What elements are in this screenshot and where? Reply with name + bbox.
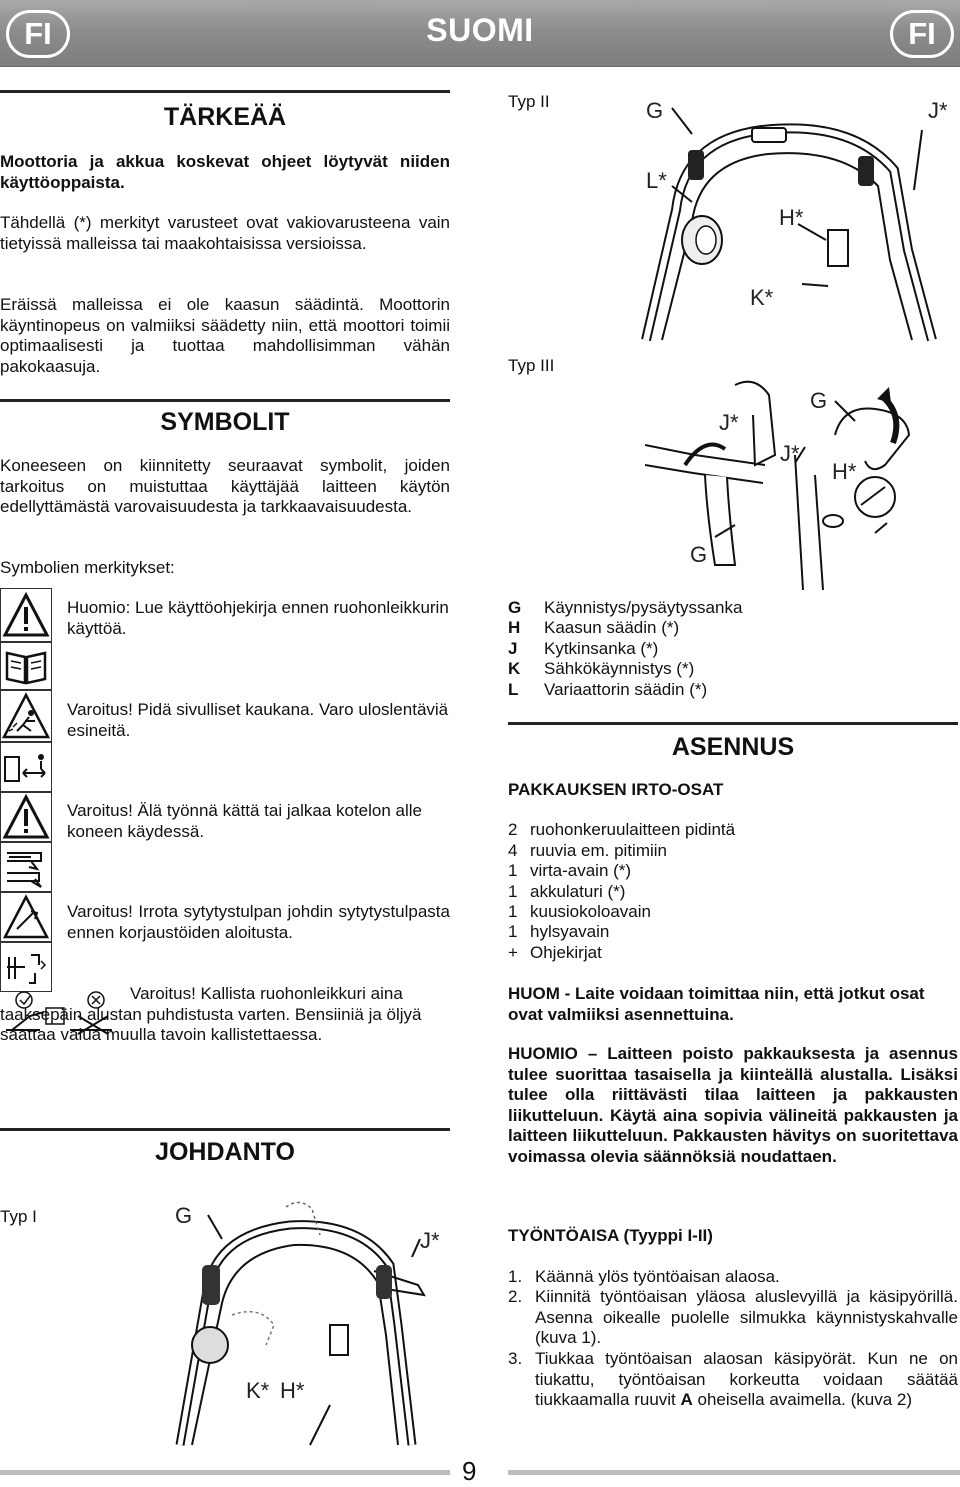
tool-warning-icon xyxy=(0,892,52,942)
footer-bar-left xyxy=(0,1470,450,1475)
thrown-objects-warning-icon xyxy=(0,690,52,742)
symbolit-paragraph: Koneeseen on kiinnitetty seuraavat symbolit, joiden tarkoitus on muistuttaa käyttäjää laitteen käytön edellyttämästä varovaisuudesta ja tarkkaavaisuudesta. xyxy=(0,456,450,516)
header-title: SUOMI xyxy=(426,12,534,48)
figure-label-typ1: Typ I xyxy=(0,1207,37,1226)
section-title-tarkeaa: TÄRKEÄÄ xyxy=(163,103,287,131)
page-header xyxy=(0,0,960,67)
figure-label-j: J* xyxy=(928,98,948,123)
figure-label-h: H* xyxy=(832,459,857,484)
parts-list-item: + Ohjekirjat xyxy=(508,943,602,962)
language-badge-right: FI xyxy=(890,10,954,58)
symbol-meaning-1: Huomio: Lue käyttöohjekirja ennen ruohonleikkurin käyttöä. xyxy=(67,598,449,638)
figure-label-j: J* xyxy=(420,1228,440,1253)
legend-item: L Variaattorin säädin (*) xyxy=(508,680,708,699)
figure-typ1-handle xyxy=(150,1195,450,1450)
section-title-symbolit: SYMBOLIT xyxy=(160,408,290,436)
tyontoaisa-title: TYÖNTÖAISA (Tyyppi I-II) xyxy=(508,1226,713,1245)
legend-item: H Kaasun säädin (*) xyxy=(508,618,680,637)
figure-label-typ2: Typ II xyxy=(508,92,550,111)
tarkeaa-paragraph-1: Tähdellä (*) merkityt varusteet ovat vakiovarusteena vain tietyissä malleissa tai maakohtaisissa versioissa. xyxy=(0,213,450,253)
figure-label-k: K* xyxy=(750,285,774,310)
legend-item: J Kytkinsanka (*) xyxy=(508,639,659,658)
pakkauksen-title: PAKKAUKSEN IRTO-OSAT xyxy=(508,780,724,799)
huomio-note: HUOMIO – Laitteen poisto pakkauksesta ja asennus tulee suorittaa tasaisella ja kiinteällä alustalla. Lisäksi tulee olla riittävästi tilaa laitteen ja pakkausten liikutteluun. Käytä aina sopivia välineitä pakkausten ja laitteen liikutteluun. Pakkausten hävitys on suoritettava voimassa olevia säännöksiä noudattaen. xyxy=(508,1044,958,1166)
parts-list-item: 1 virta-avain (*) xyxy=(508,861,632,880)
language-badge-left: FI xyxy=(6,10,70,58)
page-number: 9 xyxy=(462,1456,477,1486)
symbol-meaning-2: Varoitus! Pidä sivulliset kaukana. Varo uloslentäviä esineitä. xyxy=(67,700,449,740)
figure-label-j: J* xyxy=(780,441,800,466)
figure-label-g: G xyxy=(810,388,828,413)
tarkeaa-paragraph-2: Eräissä malleissa ei ole kaasun säädintä. Moottorin käyntinopeus on valmiiksi säädetty niin, että moottori toimii optimaalisesti ja tuottaa mahdollisimman vähän pakokaasuja. xyxy=(0,295,450,376)
parts-list-item: 4 ruuvia em. pitimiin xyxy=(508,841,667,860)
legend-item: K Sähkökäynnistys (*) xyxy=(508,659,695,678)
figure-label-l: L* xyxy=(646,168,667,193)
parts-list-item: 1 akkulaturi (*) xyxy=(508,882,626,901)
symbol-meaning-5: Varoitus! Kallista ruohonleikkuri aina taaksepäin alustan puhdistusta varten. Bensiiniä ja öljyä saattaa valua muulla tavoin kallistettaessa. xyxy=(0,984,422,1044)
instruction-step: 1. Käännä ylös työntöaisan alaosa. xyxy=(508,1267,780,1286)
symbol-meaning-3: Varoitus! Älä työnnä kättä tai jalkaa kotelon alle koneen käydessä. xyxy=(67,801,423,841)
hand-foot-blade-icon xyxy=(0,842,52,892)
huom-note: HUOM - Laite voidaan toimittaa niin, että jotkut osat ovat valmiiksi asennettuina. xyxy=(508,984,925,1024)
keep-distance-icon xyxy=(0,742,52,792)
tarkeaa-bold-note: Moottoria ja akkua koskevat ohjeet löytyvät niiden käyttöoppaista. xyxy=(0,152,450,192)
instruction-step: 3. Tiukkaa työntöaisan alaosan käsipyörät. Kun ne on tiukattu, työntöaisan korkeutta voidaan säätää tiukkaamalla ruuvit A oheisella avaimella. (kuva 2) xyxy=(508,1349,958,1409)
parts-list-item: 2 ruohonkeruulaitteen pidintä xyxy=(508,820,736,839)
figure-label-h: H* xyxy=(280,1378,305,1403)
section-title-asennus: ASENNUS xyxy=(671,733,795,761)
section-title-johdanto: JOHDANTO xyxy=(155,1138,295,1166)
symbol-meaning-4: Varoitus! Irrota sytytystulpan johdin sytytystulpasta ennen korjaustöiden aloitusta. xyxy=(67,902,450,942)
manual-book-icon xyxy=(0,642,52,690)
figure-label-h: H* xyxy=(779,205,804,230)
warning-triangle-icon xyxy=(0,588,52,642)
figure-label-k: K* xyxy=(246,1378,270,1403)
figure-label-typ3: Typ III xyxy=(508,356,555,375)
figure-label-g: G xyxy=(175,1203,193,1228)
footer-bar-right xyxy=(508,1470,960,1475)
instruction-step: 2. Kiinnitä työntöaisan yläosa aluslevyillä ja käsipyörillä. Asenna oikealle puolelle silmukka käynnistyskahvalle (kuva 1). xyxy=(508,1287,958,1347)
section-rule xyxy=(0,90,450,93)
warning-triangle-icon xyxy=(0,792,52,842)
symbolit-meanings-label: Symbolien merkitykset: xyxy=(0,558,175,577)
parts-list-item: 1 hylsyavain xyxy=(508,922,610,941)
section-rule xyxy=(508,722,958,725)
figure-label-g: G xyxy=(690,542,708,567)
parts-list-item: 1 kuusiokoloavain xyxy=(508,902,651,921)
section-rule xyxy=(0,1128,450,1131)
figure-label-j: J* xyxy=(719,410,739,435)
figure-label-g: G xyxy=(646,98,664,123)
section-rule xyxy=(0,399,450,402)
legend-item: G Käynnistys/pysäytyssanka xyxy=(508,598,743,617)
